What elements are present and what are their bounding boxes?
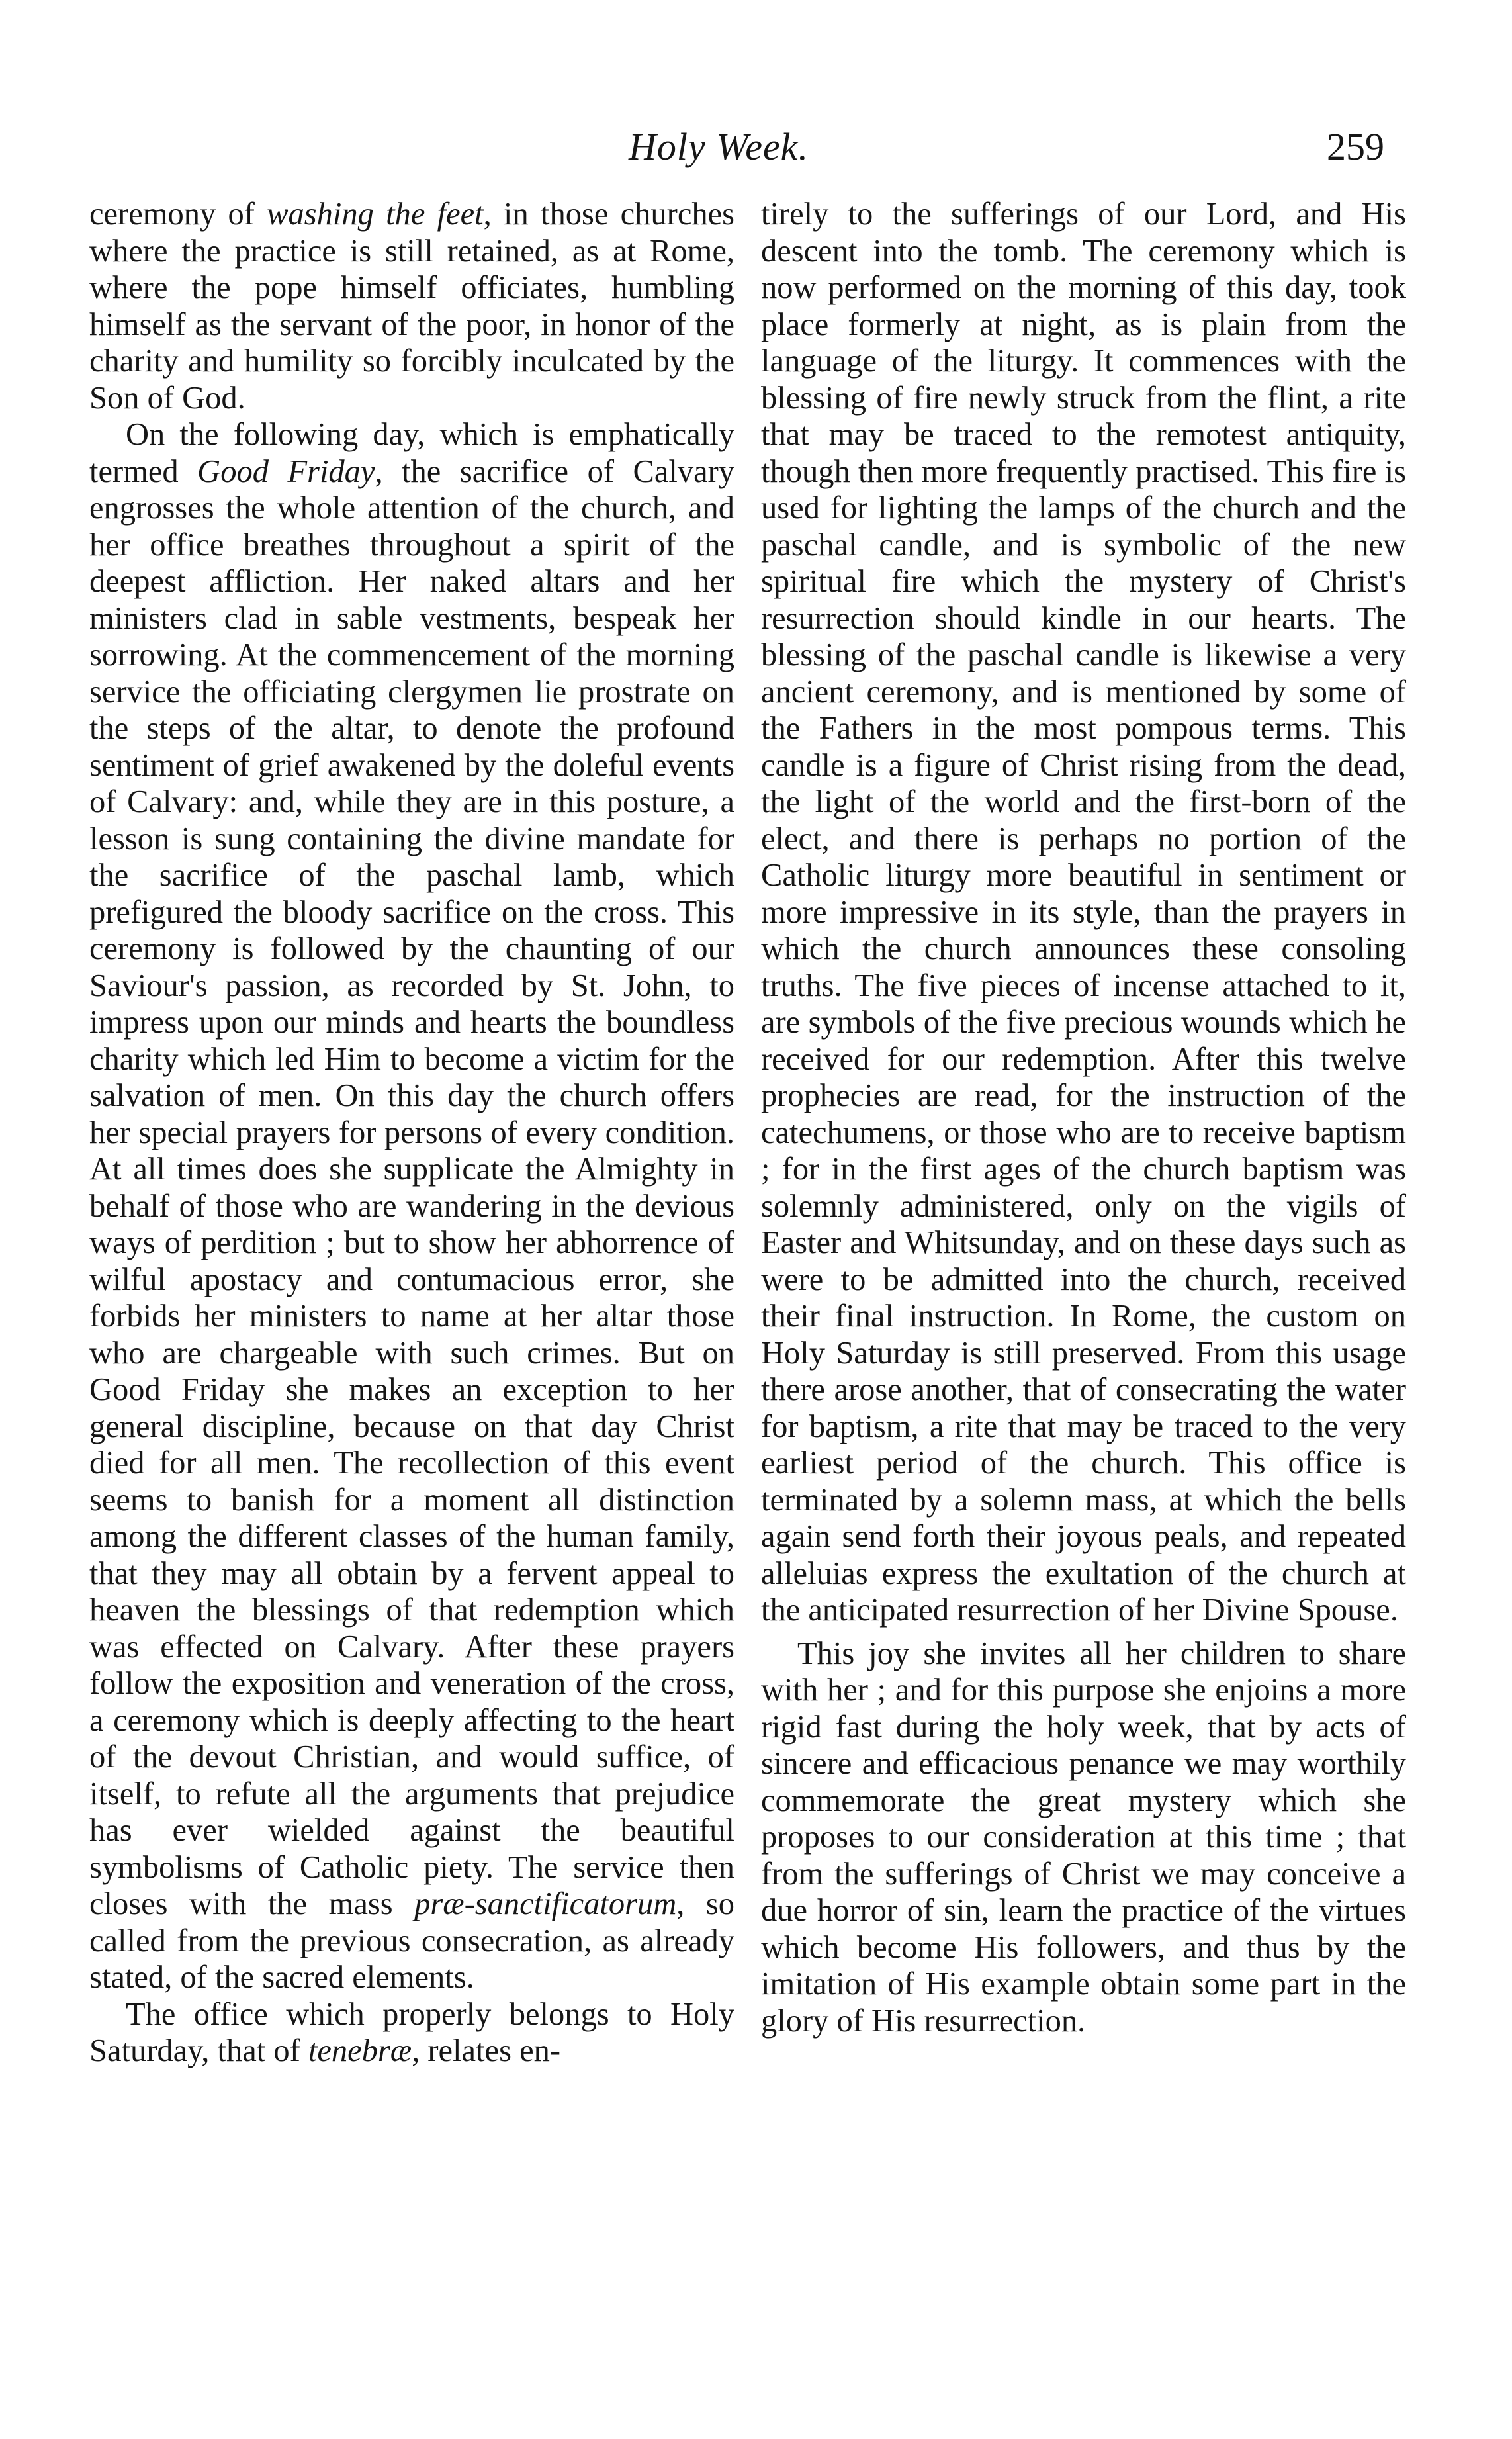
running-head <box>0 113 1512 185</box>
left-paragraph-2 <box>89 416 734 1996</box>
left-paragraph-1 <box>89 196 734 416</box>
right-column <box>761 196 1406 2039</box>
left-p2-text-c: , the sacrifice of Calvary engrosses the whole attention of the church, and her office breathes throughout a spirit of the deepest affliction. Her naked altars and her ministers clad in sable vestments, bespeak her sorrowing. At the commencement of the morning service the officiating clergymen lie prostrate on the steps of the altar, to denote the profound sentiment of grief awakened by the doleful events of Calvary: and, while they are in this posture, a lesson is sung containing the divine mandate for the sacrifice of the paschal lamb, which prefigured the bloody sacrifice on the cross. This ceremony is followed by the chaunting of our Saviour's passion, as recorded by St. John, to impress upon our minds and hearts the boundless charity which led Him to become a victim for the salvation of men. On this day the church offers her special prayers for persons of every condition. At all times does she supplicate the Almighty in behalf of those who are wandering in the devious ways of perdition ; but to show her abhorrence of wilful apostacy and contumacious error, she forbids her ministers to name at her altar those who are chargeable with such crimes. But on Good Friday she makes an exception to her general discipline, because on that day Christ died for all men. The recollection of this event seems to banish for a moment all distinction among the different classes of the human family, that they may all obtain by a fervent appeal to heaven the blessings of that redemption which was effected on Calvary. After these prayers follow the exposition and veneration of the cross, a ceremony which is deeply affecting to the heart of the devout Christian, and would suffice, of itself, to refute all the arguments that prejudice has ever wielded against the beautiful symbolisms of Catholic piety. The service then closes with the mass <box>89 453 735 1921</box>
running-title: Holy Week. <box>629 125 809 168</box>
page-number: 259 <box>1327 125 1384 168</box>
left-p3-italic-tenebrae: tenebræ <box>308 2033 412 2068</box>
left-p1-text-c: , in those churches where the practice is still retained, as at Rome, where the pope himself officiates, humbling himself as the servant of the poor, in honor of the charity and humility so forcibly inculcated by the Son of God. <box>89 197 734 416</box>
left-p3-text-c: , relates en- <box>412 2033 561 2068</box>
left-p2-italic-prae-sanctificatorum: præ-sanctificatorum <box>414 1886 677 1921</box>
right-paragraph-1: tirely to the sufferings of our Lord, and His descent into the tomb. The ceremony which is now performed on the morning of this day, took place formerly at night, as is plain from the language of the liturgy. It commences with the blessing of fire newly struck from the flint, a rite that may be traced to the remotest antiquity, though then more frequently practised. This fire is used for lighting the lamps of the church and the paschal candle, and is symbolic of the new spiritual fire which the mystery of Christ's resurrection should kindle in our hearts. The blessing of the paschal candle is likewise a very ancient ceremony, and is mentioned by some of the Fathers in the most pompous terms. This candle is a figure of Christ rising from the dead, the light of the world and the first-born of the elect, and there is perhaps no portion of the Catholic liturgy more beautiful in sentiment or more impressive in its style, than the prayers in which the church announces these consoling truths. The five pieces of incense attached to it, are symbols of the five precious wounds which he received for our redemption. After this twelve prophecies are read, for the instruction of the catechumens, or those who are to receive baptism ; for in the first ages of the church baptism was solemnly administered, only on the vigils of Easter and Whitsunday, and on these days such as were to be admitted into the church, received their final instruction. In Rome, the custom on Holy Saturday is still preserved. From this usage there arose another, that of consecrating the water for baptism, a rite that may be traced to the very earliest period of the church. This office is terminated by a solemn mass, at which the bells again send forth their joyous peals, and repeated alleluias express the exultation of the church at the anticipated resurrection of her Divine Spouse. <box>761 197 1406 1628</box>
left-paragraph-3 <box>89 1996 734 2070</box>
left-p2-text-e: , so called from the previous consecration, as already stated, of the sacred elements. <box>89 1886 734 1995</box>
left-p3-text-a: The office which properly belongs to Holy Saturday, that of <box>89 1996 734 2068</box>
left-column <box>89 196 734 2070</box>
left-p2-italic-good-friday: Good Friday <box>197 453 375 489</box>
left-p1-text-a: ceremony of <box>89 197 267 232</box>
left-p2-text-a: On the following day, which is emphatically termed <box>89 417 734 489</box>
left-p1-italic-washing-the-feet: washing the feet <box>267 197 484 232</box>
right-paragraph-2: This joy she invites all her children to share with her ; and for this purpose she enjoins a more rigid fast during the holy week, that by acts of sincere and efficacious penance we may worthily commemorate the great mystery which she proposes to our consideration at this time ; that from the sufferings of Christ we may conceive a due horror of sin, learn the practice of the virtues which become His followers, and thus by the imitation of His example obtain some part in the glory of His resurrection. <box>761 1635 1406 2039</box>
